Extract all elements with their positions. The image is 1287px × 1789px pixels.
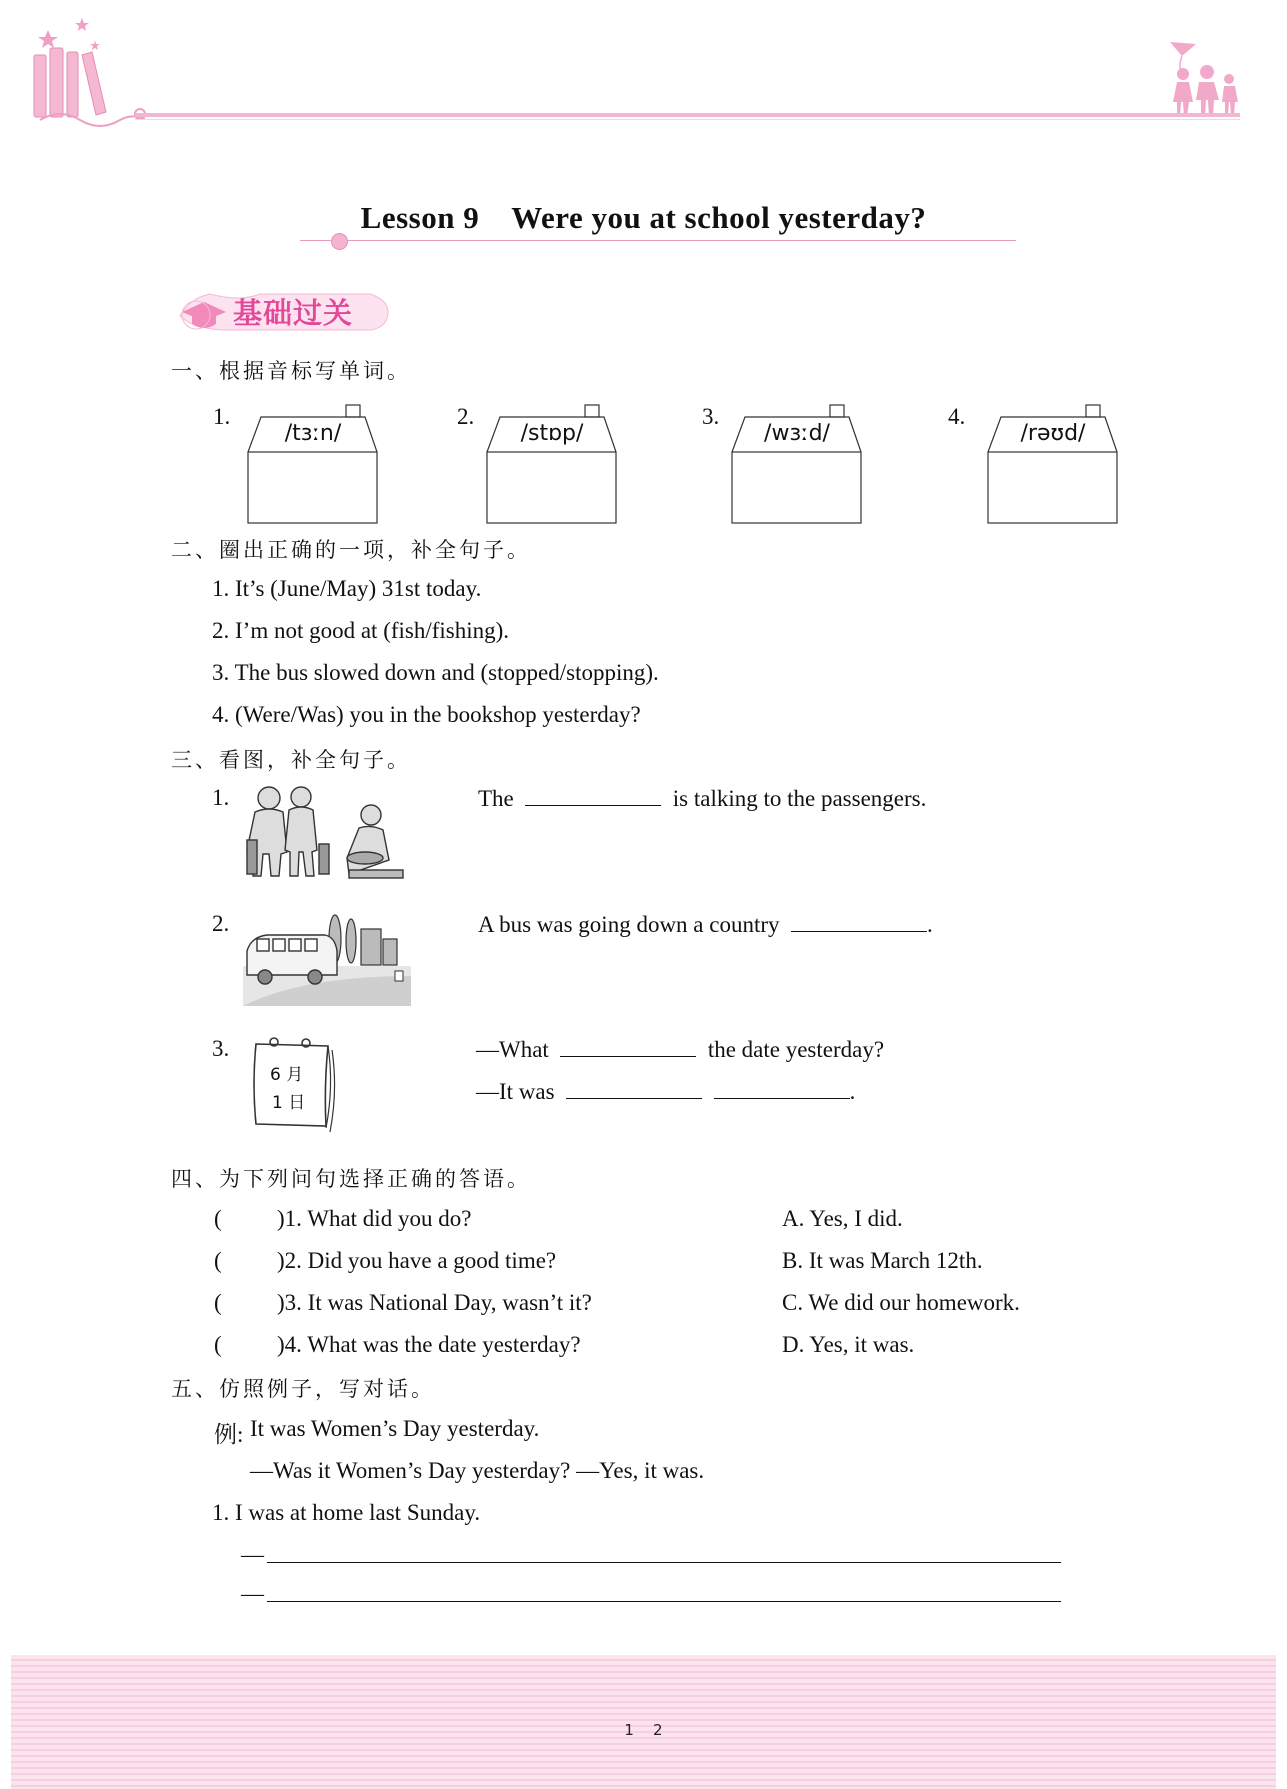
calendar-month: 6 月 — [270, 1065, 304, 1085]
sec3-q3-number: 3. — [212, 1036, 230, 1061]
answer-box-1[interactable] — [249, 454, 375, 522]
bus-on-road-illustration-icon — [243, 911, 411, 1006]
answer-box-3[interactable] — [733, 454, 859, 522]
sec3-q3-l1-after: the date yesterday? — [707, 1037, 885, 1062]
answer-blank[interactable] — [791, 911, 927, 932]
bus-passengers-illustration-icon — [243, 782, 411, 884]
writing-line[interactable] — [267, 1562, 1061, 1563]
calendar-picture — [246, 1036, 338, 1134]
header-rule-thin — [135, 119, 1240, 120]
dialogue-dash: — — [241, 1542, 264, 1567]
sec1-item-number: 2. — [457, 404, 475, 429]
sec1-item-number: 4. — [948, 404, 966, 429]
sec4-answer-d: D. Yes, it was. — [782, 1332, 915, 1357]
example-answer: —Was it Women’s Day yesterday? —Yes, it was. — [250, 1458, 705, 1483]
section2-heading: 二、圈出正确的一项，补全句子。 — [171, 538, 531, 562]
answer-box-4[interactable] — [989, 454, 1115, 522]
sec3-q1-after: is talking to the passengers. — [672, 786, 927, 811]
sec3-q2-before: A bus was going down a country — [478, 912, 780, 937]
sec3-q3-line2 — [476, 1078, 855, 1105]
dialogue-dash: — — [241, 1581, 264, 1606]
example-label: 例: — [214, 1422, 244, 1447]
sec2-sentence-2: 2. I’m not good at (fish/fishing). — [212, 618, 510, 643]
sec1-item-number: 3. — [702, 404, 720, 429]
sec3-q1-before: The — [478, 786, 514, 811]
answer-blank[interactable] — [714, 1078, 850, 1099]
sec3-q3-l2-before: —It was — [476, 1079, 555, 1104]
phonetic-label: /stɒp/ — [520, 421, 584, 446]
answer-paren[interactable]: ( — [214, 1332, 222, 1357]
phonetic-label: /wɜːd/ — [764, 421, 830, 446]
sec1-item-number: 1. — [213, 404, 231, 429]
sec5-question-1: 1. I was at home last Sunday. — [212, 1500, 481, 1525]
sec3-q1-sentence — [478, 785, 926, 812]
calendar-day: 1 日 — [272, 1093, 306, 1113]
sec4-question-2: )2. Did you have a good time? — [277, 1248, 557, 1273]
sec4-question-1: )1. What did you do? — [277, 1206, 472, 1231]
header-rule — [135, 113, 1240, 117]
answer-blank[interactable] — [525, 785, 661, 806]
sec3-q2-number: 2. — [212, 911, 230, 936]
sec3-q2-after: . — [927, 912, 933, 937]
sec3-q1-number: 1. — [212, 785, 230, 810]
section1-heading: 一、根据音标写单词。 — [171, 359, 411, 383]
sec4-answer-c: C. We did our homework. — [782, 1290, 1020, 1315]
title-dot — [331, 233, 348, 250]
page-number: 1 2 — [624, 1721, 663, 1739]
section3-heading: 三、看图，补全句子。 — [171, 748, 411, 772]
example-sentence: It was Women’s Day yesterday. — [250, 1416, 540, 1441]
answer-paren[interactable]: ( — [214, 1206, 222, 1231]
answer-blank[interactable] — [566, 1078, 702, 1099]
sec3-q2-sentence — [478, 911, 933, 938]
sec2-sentence-4: 4. (Were/Was) you in the bookshop yesterday? — [212, 702, 641, 727]
sec3-q3-line1 — [476, 1036, 884, 1063]
sec2-sentence-1: 1. It’s (June/May) 31st today. — [212, 576, 482, 601]
sec4-answer-b: B. It was March 12th. — [782, 1248, 983, 1273]
answer-paren[interactable]: ( — [214, 1248, 222, 1273]
phonetic-label: /rəʊd/ — [1020, 421, 1086, 446]
section5-heading: 五、仿照例子，写对话。 — [171, 1377, 435, 1401]
lesson-heading: Were you at school yesterday? — [511, 200, 927, 235]
sec3-q3-l1-before: —What — [476, 1037, 549, 1062]
sec4-question-3: )3. It was National Day, wasn’t it? — [277, 1290, 592, 1315]
section4-heading: 四、为下列问句选择正确的答语。 — [171, 1167, 531, 1191]
writing-line[interactable] — [267, 1601, 1061, 1602]
calendar-icon — [246, 1036, 338, 1134]
sec2-sentence-3: 3. The bus slowed down and (stopped/stopping). — [212, 660, 659, 685]
lesson-number: Lesson 9 — [360, 200, 480, 235]
sec3-q3-l2-after: . — [849, 1079, 856, 1104]
phonetic-label: /tɜːn/ — [284, 421, 342, 446]
sec4-question-4: )4. What was the date yesterday? — [277, 1332, 581, 1357]
answer-paren[interactable]: ( — [214, 1290, 222, 1315]
passengers-picture — [243, 782, 411, 884]
lesson-title — [0, 200, 1287, 236]
answer-blank[interactable] — [560, 1036, 696, 1057]
bus-country-road-picture — [243, 911, 411, 1006]
banner-label: 基础过关 — [233, 296, 354, 330]
answer-box-2[interactable] — [488, 454, 614, 522]
sec4-answer-a: A. Yes, I did. — [782, 1206, 903, 1231]
title-underline — [300, 240, 1016, 241]
